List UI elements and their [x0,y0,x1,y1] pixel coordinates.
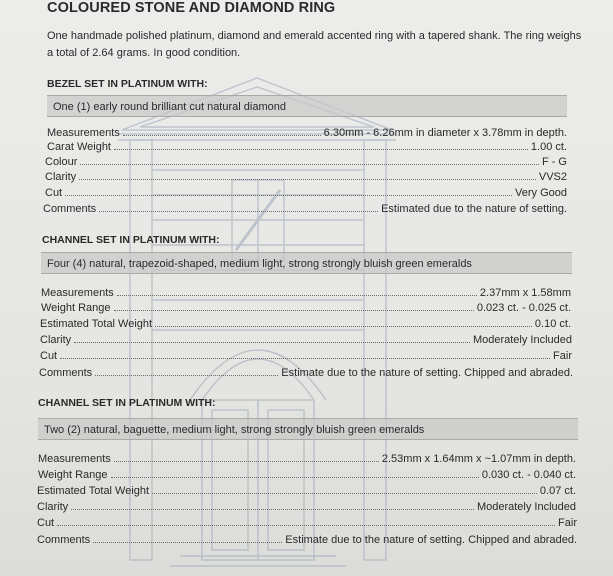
section-2-row-estimated-total-weight [40,314,571,330]
row-label: Measurements [38,453,111,465]
row-label: Clarity [37,501,69,513]
row-label: Clarity [40,334,72,346]
section-1-description: One (1) early round brilliant cut natural diamond [47,95,567,117]
section-1-row-cut [45,183,567,199]
row-label: Cut [40,350,58,362]
row-label: Cut [37,517,55,529]
section-1-row-colour [45,152,567,168]
section-3-description: Two (2) natural, baguette, medium light, strong strongly bluish green emeralds [38,418,578,440]
section-3-row-comments [37,530,577,546]
section-1-row-carat-weight [47,137,567,153]
row-label: Weight Range [38,469,108,481]
row-label: Measurements [47,127,120,139]
section-3-row-clarity [37,497,576,513]
intro-paragraph: One handmade polished platinum, diamond and emerald accented ring with a tapered shank. The ring weighs a total of 2.64 grams. In good condition. [47,30,582,59]
row-value: 2.37mm x 1.58mm [479,287,571,299]
row-value: 2.53mm x 1.64mm x ~1.07mm in depth. [381,453,576,465]
row-label: Estimated Total Weight [37,485,150,497]
row-value: Moderately Included [472,334,572,346]
row-value: Estimate due to the nature of setting. Chipped and abraded. [285,534,577,546]
row-label: Estimated Total Weight [40,318,153,330]
section-2-description: Four (4) natural, trapezoid-shaped, medium light, strong strongly bluish green emeralds [41,252,572,274]
row-label: Colour [45,156,78,168]
section-2-row-weight-range [41,298,571,314]
row-value: Estimate due to the nature of setting. Chipped and abraded. [281,367,573,379]
section-3-row-cut [37,513,577,529]
row-value: VVS2 [538,171,567,183]
section-2-row-clarity [40,330,572,346]
row-label: Comments [39,367,93,379]
section-3-row-measurements [38,449,576,465]
row-label: Comments [37,534,91,546]
row-value: Estimated due to the nature of setting. [381,203,567,215]
section-2-row-measurements [41,283,571,299]
row-label: Carat Weight [47,141,111,153]
row-value: Very Good [515,187,567,199]
section-3-row-weight-range [38,465,576,481]
row-value: 0.07 ct. [539,485,576,497]
section-1-row-comments [43,199,567,215]
row-value: 0.023 ct. - 0.025 ct. [476,302,571,314]
row-value: 0.030 ct. - 0.040 ct. [481,469,576,481]
section-3-row-estimated-total-weight [37,481,576,497]
row-label: Clarity [45,171,77,183]
row-value: 0.10 ct. [534,318,571,330]
row-label: Weight Range [41,302,111,314]
section-1-heading: BEZEL SET IN PLATINUM WITH: [47,78,208,90]
section-2-row-comments [39,363,573,379]
section-1-row-clarity [45,167,567,183]
row-value: Fair [553,350,572,362]
report-title: COLOURED STONE AND DIAMOND RING [47,0,336,16]
row-value: Moderately Included [476,501,576,513]
section-2-row-cut [40,346,572,362]
section-2-heading: CHANNEL SET IN PLATINUM WITH: [42,234,220,246]
row-label: Measurements [41,287,114,299]
row-value: 1.00 ct. [530,141,567,153]
section-3-heading: CHANNEL SET IN PLATINUM WITH: [38,397,216,409]
row-label: Cut [45,187,63,199]
row-label: Comments [43,203,97,215]
row-value: Fair [558,517,577,529]
row-value: 6.30mm - 6.26mm in diameter x 3.78mm in depth. [323,127,567,139]
row-value: F - G [541,156,567,168]
